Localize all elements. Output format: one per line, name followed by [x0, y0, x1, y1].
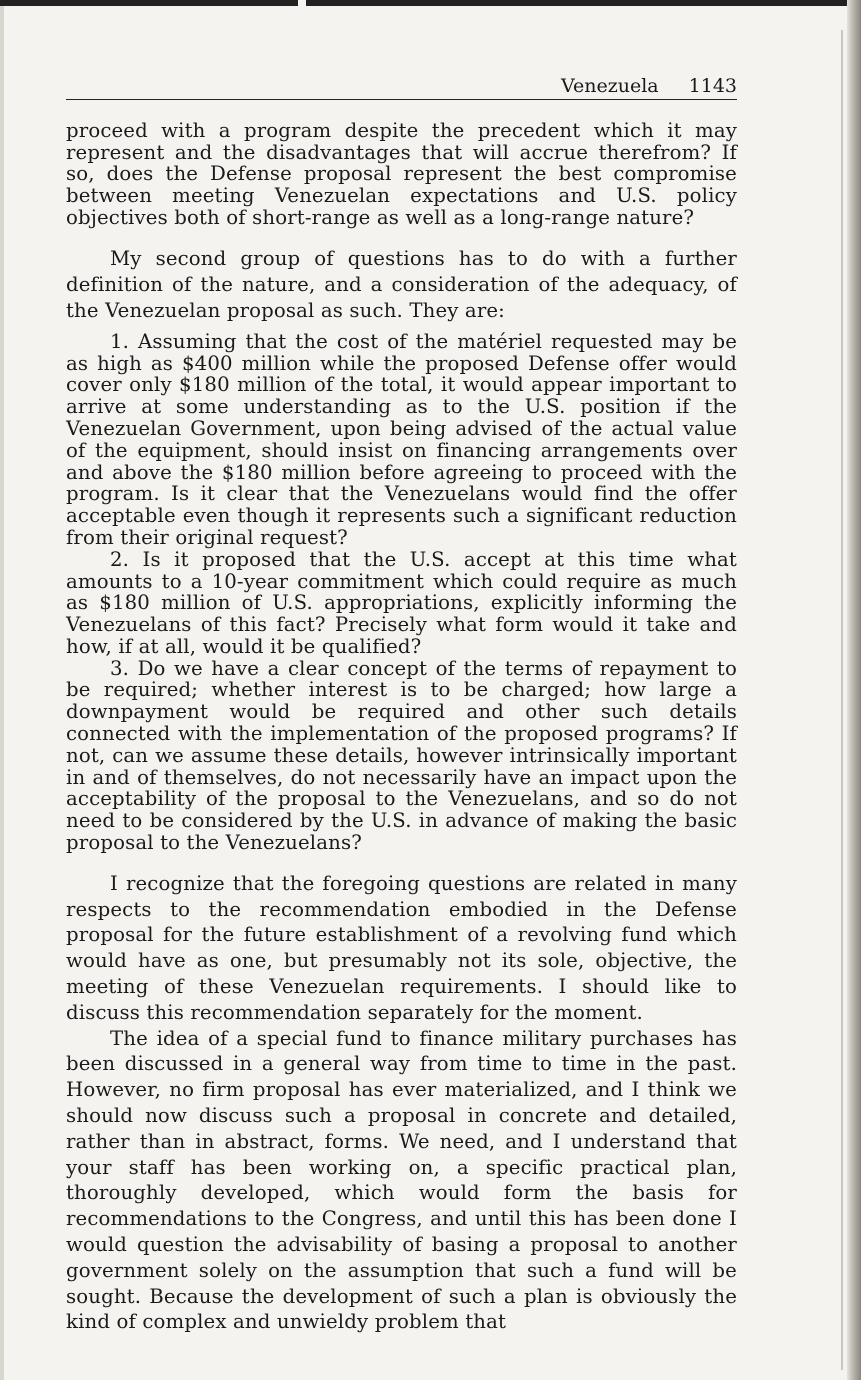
page-top-edge — [0, 0, 861, 6]
page-left-edge — [0, 0, 4, 1380]
page-number: 1143 — [688, 75, 737, 97]
question-2: 2. Is it proposed that the U.S. accept at this time what amounts to a 10-year commitment which could require as much as $180 million of U.S. appropriations, explicitly informing the Venezuelans of this fact? Precisely what form would it take and how, if at all, would it be qualified? — [66, 547, 737, 658]
question-1: 1. Assuming that the cost of the matériel requested may be as high as $400 million while the proposed Defense offer would cover only $180 million of the total, it would appear important to arrive at some understanding as to the U.S. position if the Venezuelan Government, upon being advised of the actual value of the equipment, should insist on financing arrangements over and above the $180 million before agreeing to proceed with the program. Is it clear that the Venezuelans would find the offer acceptable even though it represents such a significant reduction from their original request? — [66, 329, 737, 549]
running-title: Venezuela — [561, 75, 659, 97]
paragraph-intro: proceed with a program despite the precedent which it may represent and the disadvantages that will accrue therefrom? If so, does the Defense proposal represent the best compromise between meeting Venezuelan expectations and U.S. policy objectives both of short-range as well as a long-range nature? — [66, 119, 737, 229]
binding-line — [841, 30, 843, 1370]
paragraph-recognize: I recognize that the foregoing questions are related in many respects to the recommendation embodied in the Defense proposal for the future establishment of a revolving fund which would have as one, but presumably not its sole, objective, the meeting of these Venezuelan requirements. I should like to discuss this recommendation separately for the moment. — [66, 871, 737, 1024]
body-text — [66, 120, 737, 1335]
running-header — [66, 74, 737, 100]
page-right-edge — [847, 0, 861, 1380]
question-3: 3. Do we have a clear concept of the terms of repayment to be required; whether interest is to be charged; how large a downpayment would be required and other such details connected with the implementation of the proposed programs? If not, can we assume these details, however intrinsically important in and of themselves, do not necessarily have an impact upon the acceptability of the proposal to the Venezuelans, and so do not need to be considered by the U.S. in advance of making the basic proposal to the Venezuelans? — [66, 656, 737, 855]
document-page — [66, 74, 737, 1335]
paragraph-second-group: My second group of questions has to do with a further definition of the nature, and a consideration of the adequacy, of the Venezuelan proposal as such. They are: — [66, 246, 737, 323]
paragraph-special-fund: The idea of a special fund to finance military purchases has been discussed in a general way from time to time in the past. However, no firm proposal has ever materialized, and I think we should now discuss such a proposal in concrete and detailed, rather than in abstract, forms. We need, and I understand that your staff has been working on, a specific practical plan, thoroughly developed, which would form the basis for recommendations to the Congress, and until this has been done I would question the advisability of basing a proposal to another government solely on the assumption that such a fund will be sought. Because the development of such a plan is obviously the kind of complex and unwieldy problem that — [66, 1026, 737, 1334]
